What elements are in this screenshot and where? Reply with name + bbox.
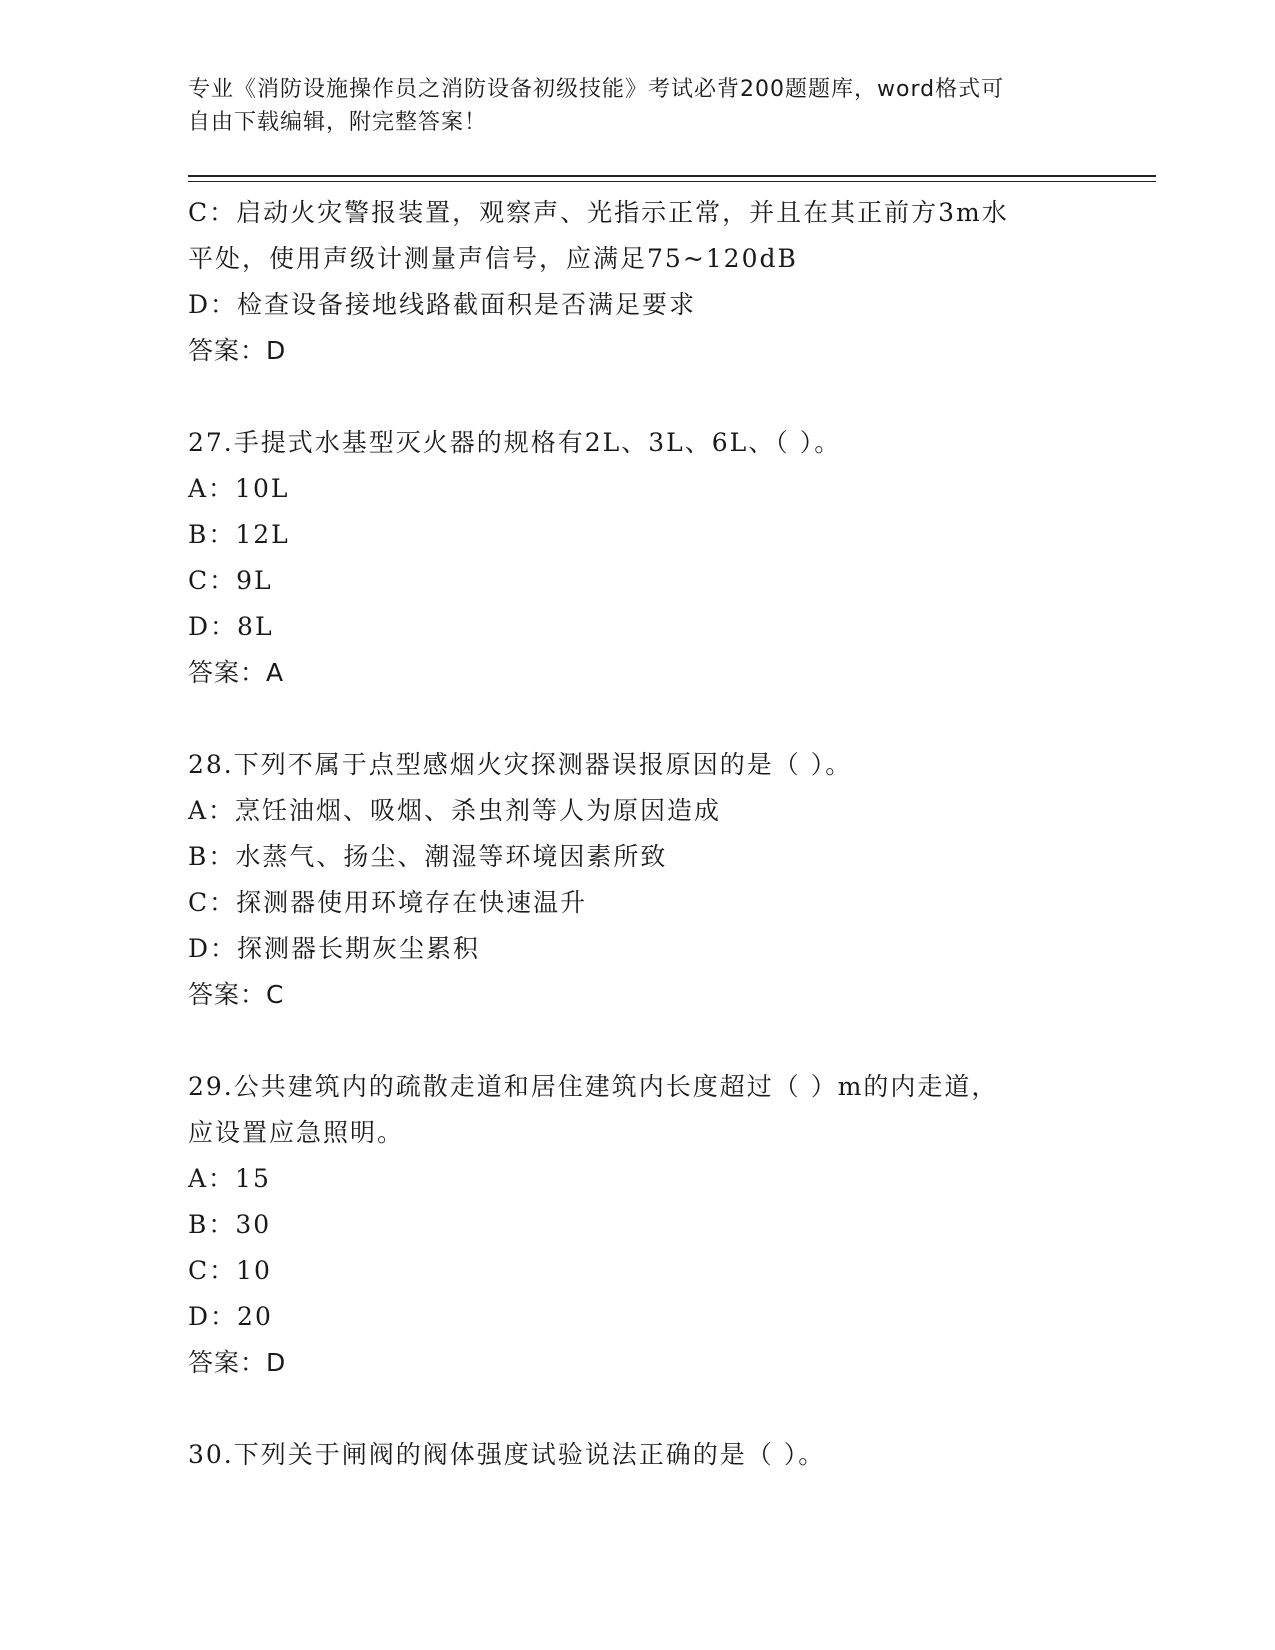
- question-30: [188, 1432, 1088, 1478]
- question-29: [188, 1064, 1088, 1386]
- answer: 答案：C: [188, 980, 285, 1009]
- option-a: A：15: [188, 1164, 271, 1193]
- header-divider-thin: [188, 181, 1156, 182]
- option-d: D：检查设备接地线路截面积是否满足要求: [188, 290, 697, 319]
- option-a: A：10L: [188, 474, 290, 503]
- document-header: [188, 73, 1088, 139]
- document-body: [188, 190, 1088, 1478]
- option-c-continued: 平处，使用声级计测量声信号，应满足75~120dB: [188, 244, 798, 273]
- option-b: B：12L: [188, 520, 290, 549]
- answer: 答案：D: [188, 1348, 287, 1377]
- option-b: B：30: [188, 1210, 272, 1239]
- header-line-1: 专业《消防设施操作员之消防设备初级技能》考试必背200题题库，word格式可: [188, 77, 1005, 102]
- question-text: 29.公共建筑内的疏散走道和居住建筑内长度超过（ ）m的内走道，: [188, 1072, 999, 1101]
- header-line-2: 自由下载编辑，附完整答案！: [188, 110, 488, 135]
- question-text: 30.下列关于闸阀的阀体强度试验说法正确的是（ ）。: [188, 1440, 826, 1469]
- question-text-continued: 应设置应急照明。: [188, 1118, 405, 1147]
- option-c: C：探测器使用环境存在快速温升: [188, 888, 588, 917]
- question-text: 27.手提式水基型灭火器的规格有2L、3L、6L、（ ）。: [188, 428, 842, 457]
- option-b: B：水蒸气、扬尘、潮湿等环境因素所致: [188, 842, 668, 871]
- option-d: D：探测器长期灰尘累积: [188, 934, 481, 963]
- spacer: [188, 696, 1088, 742]
- option-c: C：9L: [188, 566, 273, 595]
- question-26-continued: [188, 190, 1088, 374]
- header-divider-thick: [188, 175, 1156, 177]
- spacer: [188, 374, 1088, 420]
- answer: 答案：D: [188, 336, 287, 365]
- spacer: [188, 1386, 1088, 1432]
- option-d: D：8L: [188, 612, 274, 641]
- answer: 答案：A: [188, 658, 285, 687]
- question-28: [188, 742, 1088, 1018]
- question-text: 28.下列不属于点型感烟火灾探测器误报原因的是（ ）。: [188, 750, 853, 779]
- option-c: C：10: [188, 1256, 272, 1285]
- option-d: D：20: [188, 1302, 273, 1331]
- option-c: C：启动火灾警报装置，观察声、光指示正常，并且在其正前方3m水: [188, 198, 1009, 227]
- spacer: [188, 1018, 1088, 1064]
- question-27: [188, 420, 1088, 696]
- option-a: A：烹饪油烟、吸烟、杀虫剂等人为原因造成: [188, 796, 722, 825]
